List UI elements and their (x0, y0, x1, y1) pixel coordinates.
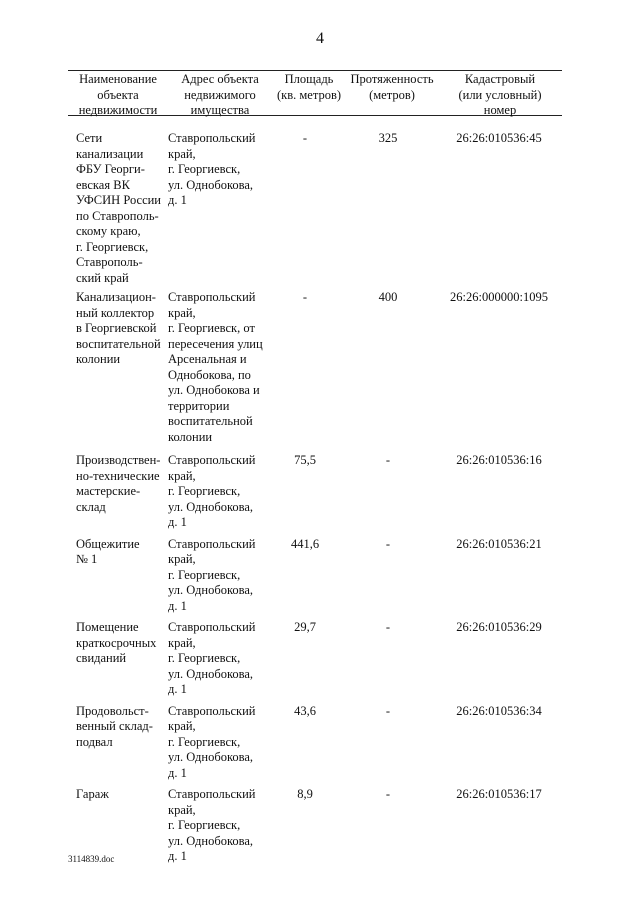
address-cell-line: ул. Однобокова, (168, 583, 254, 597)
header-name (68, 72, 168, 119)
area-cell: 75,5 (294, 453, 316, 467)
object-name-cell-line: № 1 (76, 552, 98, 566)
table-row (68, 453, 562, 531)
area-cell: 441,6 (290, 536, 320, 551)
area-cell: 8,9 (297, 787, 313, 801)
address-cell-line: д. 1 (168, 193, 187, 207)
length-cell: - (385, 787, 391, 801)
object-name-cell-line: УФСИН России (76, 193, 161, 207)
object-name-cell-line: подвал (76, 734, 113, 749)
cadastral-number-cell: 26:26:000000:1095 (450, 290, 548, 304)
page-number: 4 (316, 30, 324, 47)
object-name-cell-line: скому краю, (76, 224, 141, 238)
object-name-cell-line: краткосрочных (76, 635, 157, 650)
address-cell-line: д. 1 (168, 682, 187, 696)
address-cell-line: воспитательной (168, 414, 253, 428)
address-cell (164, 453, 268, 531)
object-name-cell-line: канализации (76, 146, 144, 161)
address-cell (164, 620, 268, 698)
address-cell-line: ул. Однобокова, (168, 750, 254, 764)
header-cadastral-line: (или условный) (458, 87, 542, 102)
object-name-cell (68, 537, 164, 568)
area-cell: 29,7 (294, 620, 316, 634)
address-cell-line: ул. Однобокова, (168, 833, 254, 848)
header-name-line: Наименование (79, 72, 157, 86)
table-row (68, 620, 562, 698)
length-cell: - (385, 703, 391, 718)
object-name-cell-line: Производствен- (76, 453, 161, 467)
object-name-cell-line: Общежитие (76, 536, 140, 551)
object-name-cell-line: венный склад- (76, 719, 153, 733)
object-name-cell-line: мастерские- (76, 484, 141, 498)
header-address-line: недвижимого (184, 87, 256, 102)
header-cadastral-line: Кадастровый (464, 72, 536, 86)
address-cell-line: ул. Однобокова и (168, 383, 260, 397)
header-address-line: имущества (190, 103, 250, 117)
address-cell-line: край, (168, 635, 196, 650)
address-cell-line: г. Георгиевск, (168, 484, 241, 498)
object-name-cell (68, 787, 164, 803)
cadastral-number-cell: 26:26:010536:34 (456, 703, 542, 718)
object-name-cell (68, 290, 164, 368)
table-row (68, 290, 562, 445)
object-name-cell (68, 453, 164, 515)
table-body (68, 131, 562, 865)
address-cell-line: ул. Однобокова, (168, 177, 254, 192)
file-name-footer: 3114839.doc (68, 854, 115, 864)
length-cell: 400 (378, 290, 398, 304)
address-cell-line: колонии (168, 429, 213, 444)
address-cell (164, 704, 268, 782)
address-cell (164, 290, 268, 445)
address-cell-line: пересечения улиц (168, 336, 263, 351)
address-cell-line: край, (168, 468, 196, 483)
object-name-cell-line: Сети (76, 131, 103, 145)
object-name-cell-line: но-технические (76, 468, 160, 483)
header-area-line: Площадь (284, 72, 334, 86)
cadastral-number-cell: 26:26:010536:45 (456, 131, 542, 145)
address-cell-line: ул. Однобокова, (168, 666, 254, 681)
address-cell-line: г. Георгиевск, (168, 734, 241, 749)
address-cell-line: край, (168, 305, 196, 320)
header-address (168, 72, 272, 119)
address-cell-line: край, (168, 552, 196, 566)
object-name-cell-line: Ставрополь- (76, 255, 143, 269)
header-length (346, 72, 438, 103)
header-cadastral (438, 72, 562, 119)
object-name-cell (68, 131, 164, 286)
address-cell-line: Ставропольский (168, 536, 256, 551)
header-cadastral-line: номер (483, 103, 517, 117)
address-cell-line: г. Георгиевск, (168, 818, 241, 832)
address-cell-line: Арсенальная и (168, 352, 247, 366)
header-length-line: (метров) (369, 87, 415, 102)
length-cell: - (385, 453, 391, 467)
area-cell: - (302, 290, 308, 304)
object-name-cell-line: воспитательной (76, 336, 161, 351)
length-cell: - (385, 620, 391, 634)
object-name-cell-line: по Ставрополь- (76, 208, 159, 223)
table-header (68, 70, 562, 116)
address-cell-line: д. 1 (168, 598, 187, 613)
object-name-cell-line: свиданий (76, 651, 127, 665)
object-name-cell-line: ный коллектор (76, 305, 155, 320)
cadastral-number-cell: 26:26:010536:17 (456, 787, 542, 801)
address-cell-line: Ставропольский (168, 453, 256, 467)
address-cell-line: территории (168, 398, 230, 413)
object-name-cell (68, 704, 164, 751)
address-cell (164, 537, 268, 615)
table-row (68, 704, 562, 782)
object-name-cell (68, 620, 164, 667)
cadastral-number-cell: 26:26:010536:29 (456, 620, 542, 634)
address-cell-line: Ставропольский (168, 620, 256, 634)
header-name-line: объекта (97, 87, 139, 102)
address-cell-line: Ставропольский (168, 787, 256, 801)
property-table (68, 70, 562, 865)
object-name-cell-line: ский край (76, 270, 129, 285)
table-row (68, 787, 562, 865)
address-cell-line: край, (168, 719, 196, 733)
cadastral-number-cell: 26:26:010536:16 (456, 453, 542, 467)
object-name-cell-line: евская ВК (76, 177, 130, 192)
address-cell-line: г. Георгиевск, (168, 651, 241, 665)
address-cell-line: Ставропольский (168, 290, 256, 304)
address-cell-line: Ставропольский (168, 131, 256, 145)
area-cell: - (302, 131, 308, 145)
address-cell-line: д. 1 (168, 515, 187, 529)
object-name-cell-line: ФБУ Георги- (76, 162, 145, 176)
address-cell-line: Однобокова, по (168, 367, 251, 382)
address-cell-line: ул. Однобокова, (168, 499, 254, 514)
object-name-cell-line: колонии (76, 352, 121, 366)
header-length-line: Протяженность (350, 72, 434, 86)
address-cell (164, 787, 268, 865)
object-name-cell-line: Помещение (76, 620, 139, 634)
header-area (272, 72, 346, 103)
table-row (68, 131, 562, 286)
length-cell: - (385, 536, 391, 551)
address-cell-line: Ставропольский (168, 703, 256, 718)
object-name-cell-line: Канализацион- (76, 290, 156, 304)
table-row (68, 537, 562, 615)
object-name-cell-line: в Георгиевской (76, 321, 157, 335)
object-name-cell-line: г. Георгиевск, (76, 239, 149, 254)
address-cell-line: край, (168, 146, 196, 161)
header-area-line: (кв. метров) (276, 87, 342, 102)
header-name-line: недвижимости (78, 103, 158, 117)
address-cell-line: г. Георгиевск, (168, 162, 241, 176)
address-cell-line: г. Георгиевск, от (168, 321, 255, 335)
object-name-cell-line: Продовольст- (76, 703, 149, 718)
object-name-cell-line: Гараж (76, 787, 109, 801)
object-name-cell-line: склад (76, 499, 106, 514)
cadastral-number-cell: 26:26:010536:21 (456, 536, 542, 551)
header-address-line: Адрес объекта (181, 72, 259, 86)
length-cell: 325 (378, 131, 398, 145)
address-cell-line: д. 1 (168, 765, 187, 780)
address-cell-line: г. Георгиевск, (168, 567, 241, 582)
address-cell (164, 131, 268, 209)
address-cell-line: д. 1 (168, 849, 187, 863)
address-cell-line: край, (168, 802, 196, 817)
area-cell: 43,6 (294, 703, 316, 718)
